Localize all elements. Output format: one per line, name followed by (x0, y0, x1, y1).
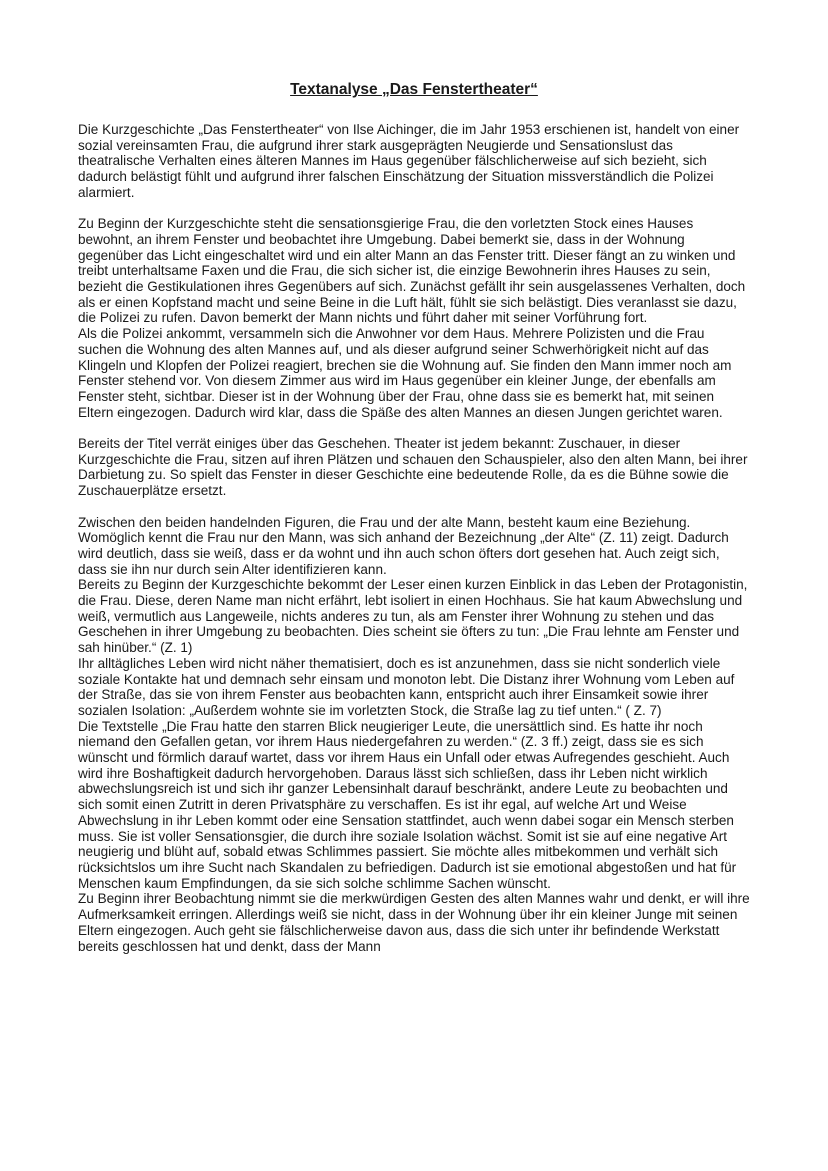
paragraph-gap (78, 420, 750, 436)
paragraph-intro: Die Kurzgeschichte „Das Fenstertheater“ von Ilse Aichinger, die im Jahr 1953 erschienen ist, handelt von einer sozial vereinsamten Frau, die aufgrund ihrer stark ausgeprägten Neugierde und Sensationslust das theatralische Verhalten eines älteren Mannes im Haus gegenüber fälschlicherweise auf sich bezieht, sich dadurch belästigt fühlt und aufgrund ihrer falschen Einschätzung der Situation missverständlich die Polizei alarmiert. (78, 122, 740, 200)
document-page (78, 80, 750, 954)
paragraph-gap (78, 201, 750, 217)
paragraph-relationship: Zwischen den beiden handelnden Figuren, die Frau und der alte Mann, besteht kaum eine Beziehung. Womöglich kennt die Frau nur den Mann, was sich anhand der Bezeichnung „der Alte“ (Z. 11) zeigt. Dadurch wird deutlich, dass sie weiß, dass er da wohnt und ihn auch schon öfters dort gesehen hat. Auch zeigt sich, dass sie ihn nur durch sein Alter identifizieren kann. (78, 514, 729, 577)
paragraph-protagonist: Bereits zu Beginn der Kurzgeschichte bekommt der Leser einen kurzen Einblick in das Leben der Protagonistin, die Frau. Diese, deren Name man nicht erfährt, lebt isoliert in einen Hochhaus. Sie hat kaum Abwechslung und weiß, vermutlich aus Langeweile, nichts anderes zu tun, als am Fenster ihrer Wohnung zu stehen und das Geschehen in ihrer Umgebung zu beobachten. Dies scheint sie öfters zu tun: „Die Frau lehnte am Fenster und sah hinüber.“ (Z. 1) (78, 577, 748, 656)
paragraph-observation: Zu Beginn ihrer Beobachtung nimmt sie die merkwürdigen Gesten des alten Mannes wahr und denkt, er will ihre Aufmerksamkeit erringen. Allerdings weiß sie nicht, dass in der Wohnung über ihr ein kleiner Junge mit seinen Eltern eingezogen. Auch geht sie fälschlicherweise davon aus, dass die sich unter ihr befindende Werkstatt bereits geschlossen hat und denkt, dass der Mann (78, 891, 750, 954)
paragraph-title-analysis: Bereits der Titel verrät einiges über das Geschehen. Theater ist jedem bekannt: Zuschauer, in dieser Kurzgeschichte die Frau, sitzen auf ihren Plätzen und schauen den Schauspieler, also den alten Mann, bei ihrer Darbietung zu. So spielt das Fenster in dieser Geschichte eine bedeutende Rolle, da es die Bühne sowie die Zuschauerplätze ersetzt. (78, 436, 748, 499)
paragraph-gap (78, 499, 750, 515)
paragraph-text-passage: Die Textstelle „Die Frau hatte den starren Blick neugieriger Leute, die unersättlich sind. Es hatte ihr noch niemand den Gefallen getan, vor ihrem Haus niedergefahren zu werden.“ (Z. 3 ff.) zeigt, dass sie es sich wünscht und förmlich darauf wartet, dass vor ihrem Haus ein Unfall oder etwas Aufregendes geschieht. Auch wird ihre Boshaftigkeit dadurch hervorgehoben. Daraus lässt sich schließen, dass ihr Leben nicht wirklich abwechslungsreich ist und sich ihr ganzer Lebensinhalt darauf beschränkt, andere Leute zu beobachten und sich somit einen Zutritt in deren Privatsphäre zu verschaffen. Es ist ihr egal, auf welche Art und Weise Abwechslung in ihr Leben kommt oder eine Sensation stattfindet, auch wenn dabei sogar ein Mensch sterben muss. Sie ist voller Sensationsgier, die durch ihre soziale Isolation wächst. Somit ist sie auf eine negative Art neugierig und blüht auf, sobald etwas Schlimmes passiert. Sie möchte alles mitbekommen und verhält sich rücksichtslos um ihre Sucht nach Skandalen zu befriedigen. Dadurch ist sie emotional abgestoßen und hat für Menschen kaum Empfindungen, da sie sich solche schlimme Sachen wünscht. (78, 718, 737, 891)
document-title: Textanalyse „Das Fenstertheater“ (290, 81, 538, 98)
paragraph-plot-summary: Zu Beginn der Kurzgeschichte steht die sensationsgierige Frau, die den vorletzten Stock eines Hauses bewohnt, an ihrem Fenster und beobachtet ihre Umgebung. Dabei bemerkt sie, dass in der Wohnung gegenüber das Licht eingeschaltet wird und ein alter Mann an das Fenster tritt. Dieser fängt an zu winken und treibt unterhaltsame Faxen und die Frau, die sich sicher ist, die einzige Bewohnerin ihres Hauses zu sein, bezieht die Gestikulationen ihres Gegenübers auf sich. Zunächst gefällt ihr sein ausgelassenes Verhalten, doch als er einen Kopfstand macht und seine Beine in die Luft hält, fühlt sie sich belästigt. Dies veranlasst sie dazu, die Polizei zu rufen. Davon bemerkt der Mann nichts und führt daher mit seiner Vorführung fort. (78, 216, 746, 326)
paragraph-police-arrival: Als die Polizei ankommt, versammeln sich die Anwohner vor dem Haus. Mehrere Polizisten und die Frau suchen die Wohnung des alten Mannes auf, und als dieser aufgrund seiner Schwerhörigkeit nicht auf das Klingeln und Klopfen der Polizei reagiert, brechen sie die Wohnung auf. Sie finden den Mann immer noch am Fenster stehend vor. Von diesem Zimmer aus wird im Haus gegenüber ein kleiner Junge, der ebenfalls am Fenster steht, sichtbar. Dieser ist in der Wohnung über der Frau, ohne dass sie es bemerkt hat, mit seinen Eltern eingezogen. Dadurch wird klar, dass die Späße des alten Mannes an diesen Jungen gerichtet waren. (78, 326, 732, 420)
paragraph-daily-life: Ihr alltägliches Leben wird nicht näher thematisiert, doch es ist anzunehmen, dass sie nicht sonderlich viele soziale Kontakte hat und demnach sehr einsam und monoton lebt. Die Distanz ihrer Wohnung vom Leben auf der Straße, das sie von ihrem Fenster aus beobachten kann, entspricht auch ihrer Einsamkeit sowie ihrer sozialen Isolation: „Außerdem wohnte sie im vorletzten Stock, die Straße lag zu tief unten.“ ( Z. 7) (78, 655, 735, 718)
